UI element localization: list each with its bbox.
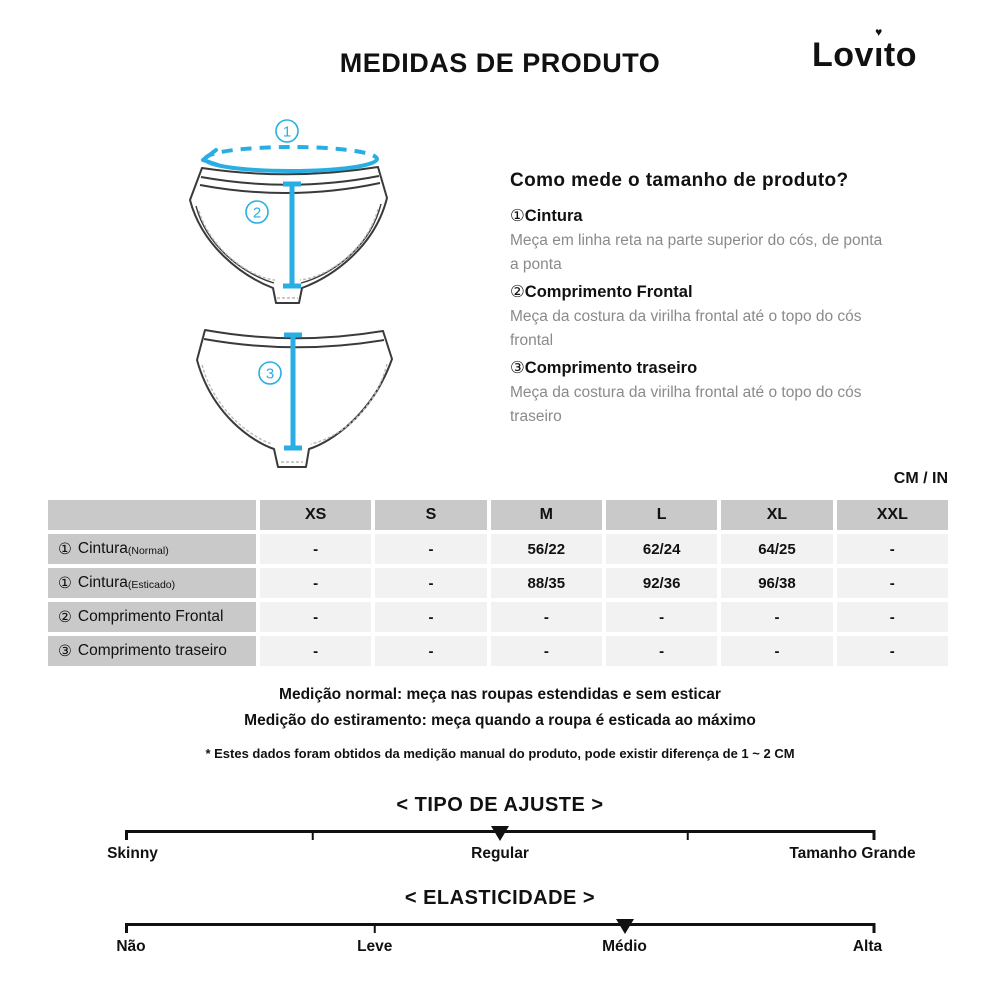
- note-disclaimer: * Estes dados foram obtidos da medição manual do produto, pode existir diferença de 1 ~ 2 CM: [205, 746, 795, 761]
- value-cell: -: [260, 568, 371, 598]
- value-cell: -: [721, 636, 832, 666]
- guide-heading: Como mede o tamanho de produto?: [510, 170, 849, 191]
- guide-item-desc: Meça em linha reta na parte superior do cós, de ponta a ponta: [510, 232, 883, 274]
- scale-tick: [311, 830, 314, 840]
- value-cell: -: [260, 534, 371, 564]
- guide-item-number: ③: [510, 359, 525, 378]
- table-row: [48, 602, 948, 632]
- guide-item-number: ②: [510, 283, 525, 302]
- fit-label-regular: Regular: [471, 845, 529, 862]
- table-row: [48, 568, 948, 598]
- table-row: [48, 636, 948, 666]
- value-cell: -: [837, 568, 948, 598]
- front-outline: [190, 167, 387, 303]
- svg-text:1: 1: [282, 123, 292, 141]
- column-header: M: [491, 500, 602, 530]
- scale-tick: [873, 830, 876, 840]
- elasticity-marker-triangle-icon: [616, 919, 634, 934]
- scale-tick: [686, 830, 689, 840]
- scale-tick: [873, 923, 876, 933]
- value-cell: -: [375, 602, 486, 632]
- value-cell: 62/24: [606, 534, 717, 564]
- marker-2-badge: [246, 201, 268, 223]
- row-number: ①: [58, 540, 72, 558]
- elasticity-label-medio: Médio: [602, 938, 647, 955]
- column-header: XL: [721, 500, 832, 530]
- value-cell: -: [260, 602, 371, 632]
- value-cell: 64/25: [721, 534, 832, 564]
- row-label-text: Cintura: [77, 540, 128, 557]
- row-number: ③: [58, 642, 72, 660]
- value-cell: -: [606, 636, 717, 666]
- row-label-text: Comprimento Frontal: [77, 608, 224, 625]
- heart-icon: ♥: [875, 25, 883, 39]
- svg-text:2: 2: [252, 204, 262, 222]
- value-cell: -: [837, 602, 948, 632]
- elasticity-label-leve: Leve: [357, 938, 393, 955]
- scale-tick: [125, 830, 128, 840]
- value-cell: -: [260, 636, 371, 666]
- column-header: L: [606, 500, 717, 530]
- scale-tick: [374, 923, 377, 933]
- value-cell: -: [491, 636, 602, 666]
- guide-item-label: Comprimento Frontal: [524, 283, 693, 302]
- guide-item-desc: Meça da costura da virilha frontal até o topo do cós frontal: [510, 308, 862, 350]
- guide-item-label: Cintura: [524, 207, 583, 225]
- fit-scale-line: [107, 830, 916, 862]
- value-cell: 88/35: [491, 568, 602, 598]
- value-cell: -: [375, 568, 486, 598]
- elasticity-label-nao: Não: [116, 938, 146, 955]
- fit-marker-triangle-icon: [491, 826, 509, 841]
- waist-measure-ellipse: [203, 147, 377, 171]
- column-header: S: [375, 500, 486, 530]
- guide-item: [510, 282, 960, 302]
- row-number: ②: [58, 608, 72, 626]
- elasticity-scale-line: [116, 923, 883, 955]
- measure-guide: [510, 170, 960, 433]
- guide-item-label: Comprimento traseiro: [524, 359, 698, 378]
- table-header-row: [48, 500, 948, 530]
- row-label: [48, 602, 256, 632]
- row-label-text: Comprimento traseiro: [77, 642, 227, 659]
- unit-label: CM / IN: [893, 470, 948, 487]
- note-line-2: Medição do estiramento: meça quando a roupa é esticada ao máximo: [244, 712, 756, 729]
- row-label: [48, 534, 256, 564]
- value-cell: -: [837, 636, 948, 666]
- front-view-diagram: [150, 110, 480, 310]
- elasticity-label-alta: Alta: [852, 938, 883, 955]
- marker-1-badge: [276, 120, 298, 142]
- size-table: [48, 500, 948, 670]
- table-row: [48, 534, 948, 564]
- brand-letter-i: ı ♥: [873, 25, 884, 74]
- value-cell: -: [375, 534, 486, 564]
- value-cell: 92/36: [606, 568, 717, 598]
- guide-item: [510, 206, 960, 226]
- brand-logo: [812, 25, 917, 75]
- fit-scale-title: < TIPO DE AJUSTE >: [396, 794, 604, 816]
- scale-tick: [125, 923, 128, 933]
- arrow-head-icon: [203, 150, 218, 165]
- value-cell: -: [375, 636, 486, 666]
- value-cell: -: [837, 534, 948, 564]
- elasticity-scale-title: < ELASTICIDADE >: [404, 887, 596, 909]
- marker-3-badge: [259, 362, 281, 384]
- page-title: MEDIDAS DE PRODUTO: [339, 48, 661, 78]
- row-label-text: Cintura: [77, 574, 128, 591]
- value-cell: 96/38: [721, 568, 832, 598]
- row-label-sub: (Esticado): [127, 579, 176, 591]
- guide-item: [510, 358, 960, 378]
- svg-text:3: 3: [265, 365, 275, 383]
- fit-label-tamanho-grande: Tamanho Grande: [789, 845, 916, 862]
- guide-item-desc: Meça da costura da virilha frontal até o topo do cós traseiro: [510, 384, 862, 426]
- value-cell: -: [721, 602, 832, 632]
- brand-text-pre: Lov: [812, 36, 874, 74]
- column-header: XXL: [837, 500, 948, 530]
- fit-label-skinny: Skinny: [107, 845, 158, 862]
- row-number: ①: [58, 574, 72, 592]
- row-label-sub: (Normal): [127, 545, 169, 557]
- measurement-notes: [0, 686, 1000, 761]
- row-label: [48, 568, 256, 598]
- back-view-diagram: [150, 315, 480, 475]
- row-label: [48, 636, 256, 666]
- value-cell: -: [491, 602, 602, 632]
- guide-item-number: ①: [510, 207, 525, 225]
- note-line-1: Medição normal: meça nas roupas estendidas e sem esticar: [279, 686, 721, 703]
- column-header: XS: [260, 500, 371, 530]
- value-cell: -: [606, 602, 717, 632]
- value-cell: 56/22: [491, 534, 602, 564]
- brand-text-post: to: [883, 36, 917, 74]
- corner-cell: [48, 500, 256, 530]
